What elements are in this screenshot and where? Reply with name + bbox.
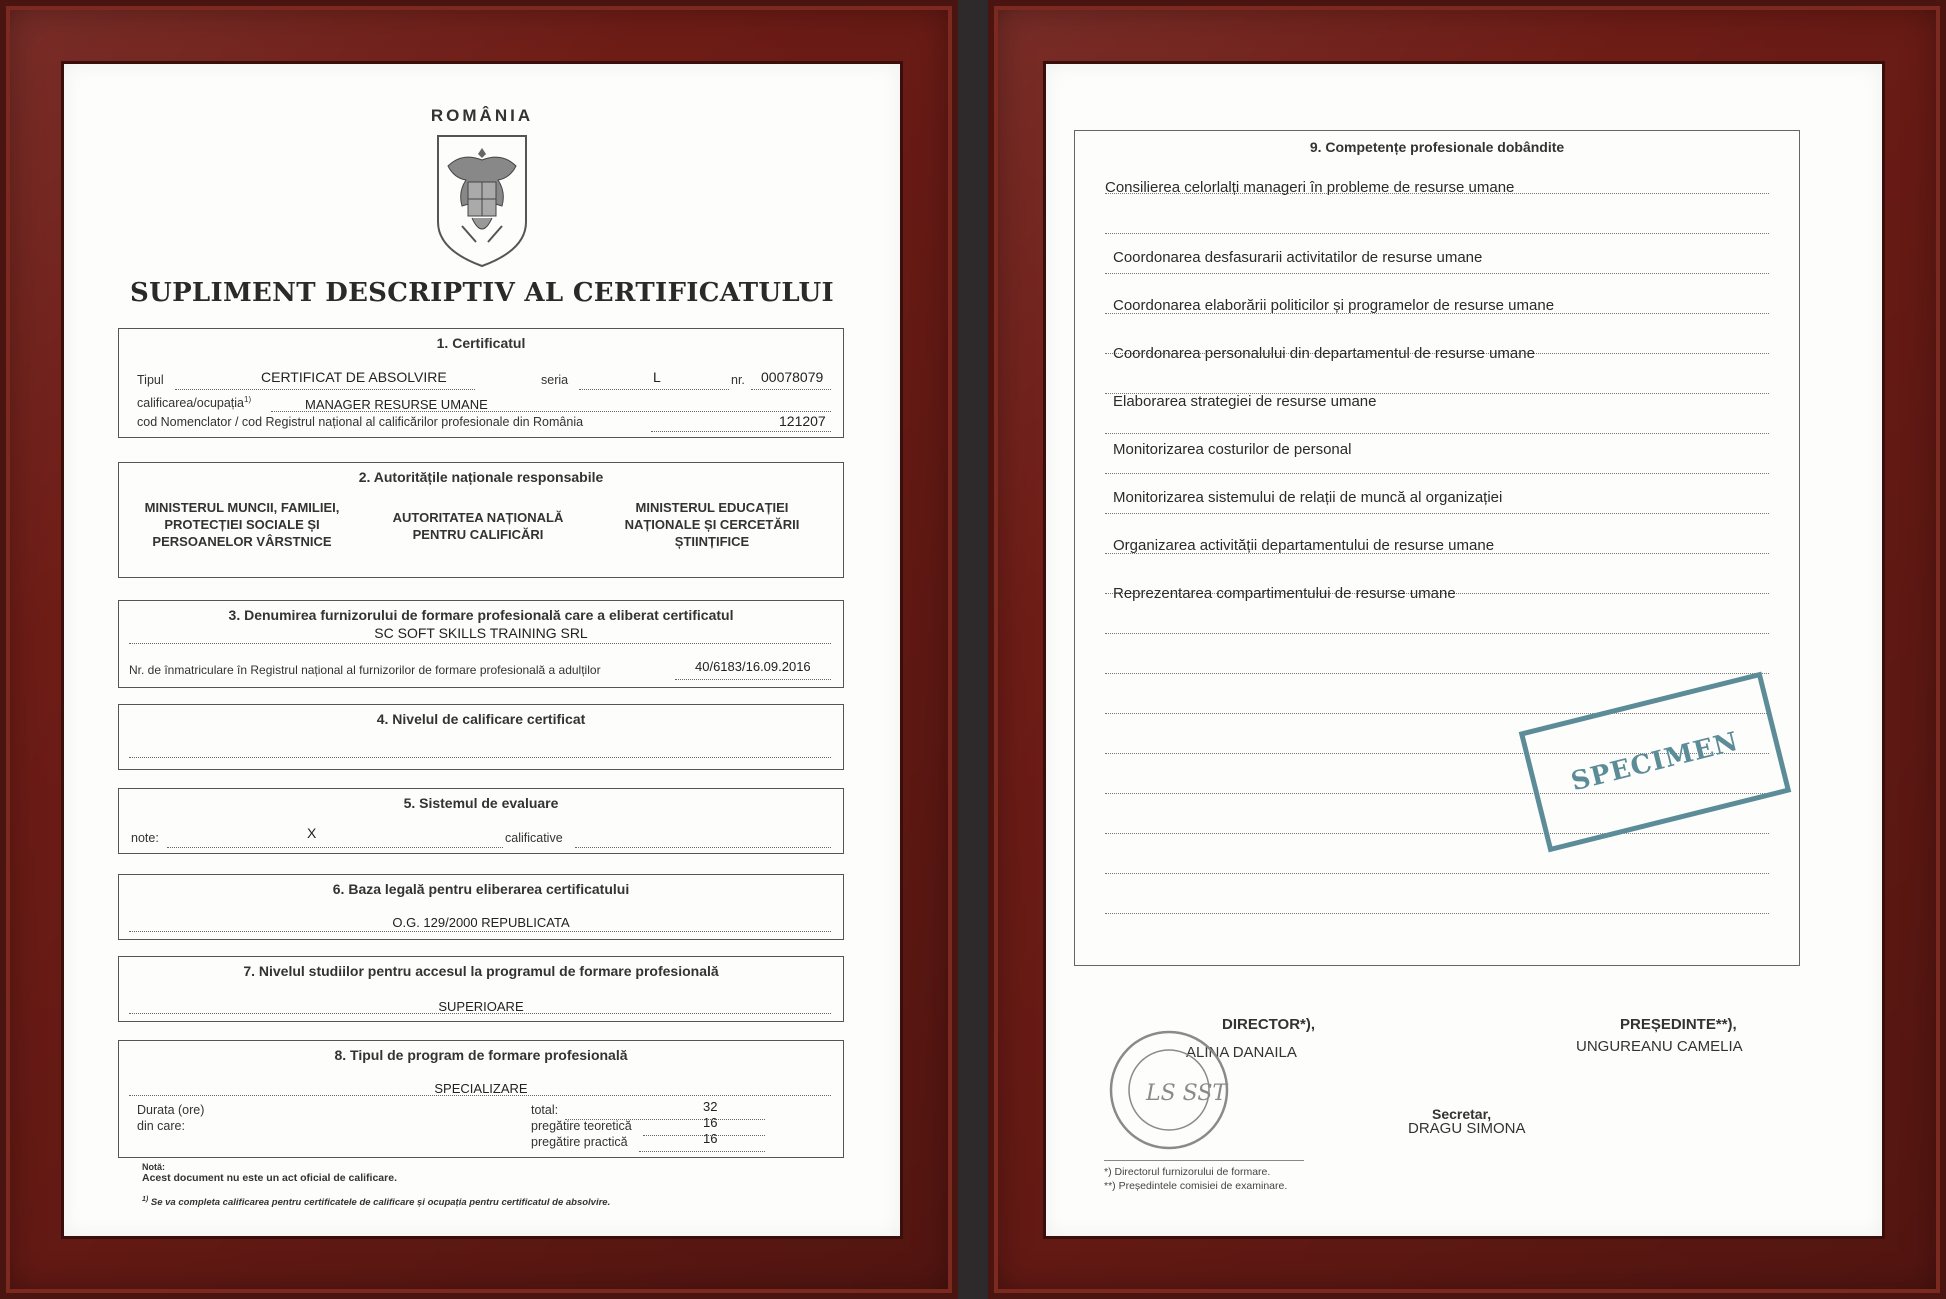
competence-item: Coordonarea elaborării politicilor și programelor de resurse umane [1113, 297, 1555, 314]
competence-item: Reprezentarea compartimentului de resurse umane [1113, 585, 1456, 602]
section-title: 3. Denumirea furnizorului de formare profesională care a eliberat certificatul [228, 607, 734, 623]
calificare-label: calificarea/ocupația$^{1)}$ [137, 395, 252, 411]
studies-level-value: SUPERIOARE [438, 999, 524, 1014]
secretar-name: DRAGU SIMONA [1408, 1120, 1526, 1137]
calificare-value: MANAGER RESURSE UMANE [305, 397, 488, 412]
section-furnizor [118, 600, 844, 688]
coat-of-arms-icon [432, 130, 532, 270]
seal-text: LS SST [1146, 1081, 1228, 1106]
authority-anc: AUTORITATEA NAȚIONALĂ PENTRU CALIFICĂRI [392, 510, 564, 542]
dotted-line [129, 757, 831, 758]
specimen-stamp: SPECIMEN [1519, 672, 1792, 853]
section-title: 1. Certificatul [436, 335, 526, 351]
provider-seal-icon [1106, 1028, 1232, 1152]
dotted-line [1105, 633, 1769, 634]
teoretica-value: 16 [703, 1115, 718, 1130]
presedinte-name: UNGUREANU CAMELIA [1576, 1038, 1743, 1055]
competence-item: Coordonarea desfasurarii activitatilor de resurse umane [1113, 249, 1483, 266]
legal-basis-value: O.G. 129/2000 REPUBLICATA [392, 915, 570, 930]
dotted-line [1105, 873, 1769, 874]
nr-label: nr. [731, 373, 745, 387]
registration-label: Nr. de înmatriculare în Registrul național al furnizorilor de formare profesională a adulților [129, 663, 601, 677]
section-autoritati [118, 462, 844, 578]
dotted-line [1105, 513, 1769, 514]
seria-value: L [653, 369, 661, 385]
cod-label: cod Nomenclator / cod Registrul național al calificărilor profesionale din România [137, 415, 584, 429]
section-title: 5. Sistemul de evaluare [403, 795, 559, 811]
competence-item: Monitorizarea sistemului de relații de muncă al organizației [1113, 489, 1503, 506]
section-certificat [118, 328, 844, 438]
competence-item: Consilierea celorlalți manageri în probleme de resurse umane [1105, 179, 1515, 196]
dotted-line [751, 389, 831, 390]
provider-name: SC SOFT SKILLS TRAINING SRL [374, 625, 588, 641]
frame-right [988, 0, 1946, 1299]
section-title: 9. Competențe profesionale dobândite [1309, 139, 1565, 155]
section-title: 7. Nivelul studiilor pentru accesul la programul de formare profesională [243, 963, 719, 979]
durata-label: Durata (ore) [137, 1103, 205, 1117]
competence-item: Coordonarea personalului din departamentul de resurse umane [1113, 345, 1535, 362]
note-heading: Notă: [142, 1162, 165, 1172]
dotted-line [675, 679, 831, 680]
authority-ministry-education: MINISTERUL EDUCAȚIEI NAȚIONALE ȘI CERCETĂRII ȘTIINȚIFICE [624, 500, 800, 549]
registration-value: 40/6183/16.09.2016 [695, 659, 811, 674]
dotted-line [175, 389, 475, 390]
dotted-line [651, 431, 831, 432]
note-value: X [307, 825, 317, 841]
section-title: 6. Baza legală pentru eliberarea certificatului [332, 881, 630, 897]
section-title: 2. Autoritățile naționale responsabile [358, 469, 604, 485]
section-sistem-evaluare [118, 788, 844, 854]
cod-value: 121207 [779, 413, 826, 429]
frame-left [0, 0, 958, 1299]
seria-label: seria [541, 373, 569, 387]
dotted-line [1105, 913, 1769, 914]
note-label: note: [131, 831, 159, 845]
section-nivel-calificare [118, 704, 844, 770]
section-title: 8. Tipul de program de formare profesională [334, 1047, 628, 1063]
dotted-line [1105, 233, 1769, 234]
section-title: 4. Nivelul de calificare certificat [376, 711, 586, 727]
dotted-line [639, 1151, 765, 1152]
dotted-line [129, 931, 831, 932]
director-name: ALINA DANAILA [1186, 1044, 1297, 1061]
secretar-role: Secretar, [1432, 1106, 1492, 1122]
dotted-line [579, 389, 729, 390]
note-line2: $^{1)}$ Se va completa calificarea pentru certificatele de calificare și ocupația pentru certificatul de absolvire. [142, 1196, 611, 1209]
country-name: ROMÂNIA [430, 106, 534, 125]
dotted-line [1105, 673, 1769, 674]
note-line1: Acest document nu este un act oficial de calificare. [142, 1172, 397, 1184]
practica-value: 16 [703, 1131, 718, 1146]
tip-value: CERTIFICAT DE ABSOLVIRE [261, 369, 447, 385]
din-care-label: din care: [137, 1119, 185, 1133]
practica-label: pregătire practică [531, 1135, 628, 1149]
section-nivel-studii [118, 956, 844, 1022]
section-competente [1074, 130, 1800, 966]
dotted-line [1105, 273, 1769, 274]
teoretica-label: pregătire teoretică [531, 1119, 632, 1133]
footnote-director: *) Directorul furnizorului de formare. [1104, 1166, 1271, 1178]
tip-label: Tipul [137, 373, 164, 387]
dotted-line [1105, 833, 1769, 834]
dotted-line [1105, 433, 1769, 434]
calificative-label: calificative [505, 831, 563, 845]
dotted-line [129, 643, 831, 644]
total-value: 32 [703, 1099, 718, 1114]
program-type-value: SPECIALIZARE [434, 1081, 528, 1096]
section-tip-program [118, 1040, 844, 1158]
footnote-divider [1104, 1160, 1304, 1161]
competences-page [1046, 64, 1882, 1236]
dotted-line [1105, 473, 1769, 474]
dotted-line [167, 847, 503, 848]
total-label: total: [531, 1103, 559, 1117]
certificate-supplement-page [64, 64, 900, 1236]
document-title: SUPLIMENT DESCRIPTIV AL CERTIFICATULUI [130, 278, 834, 308]
presedinte-role: PREȘEDINTE**), [1620, 1016, 1737, 1033]
competence-item: Monitorizarea costurilor de personal [1113, 441, 1352, 458]
competence-item: Elaborarea strategiei de resurse umane [1113, 393, 1377, 410]
section-baza-legala [118, 874, 844, 940]
competence-item: Organizarea activității departamentului de resurse umane [1113, 537, 1495, 554]
authority-ministry-labour: MINISTERUL MUNCII, FAMILIEI, PROTECȚIEI SOCIALE ȘI PERSOANELOR VÂRSTNICE [144, 500, 340, 549]
director-role: DIRECTOR*), [1222, 1016, 1316, 1033]
nr-value: 00078079 [761, 369, 824, 385]
footnote-presedinte: **) Președintele comisiei de examinare. [1104, 1180, 1288, 1192]
dotted-line [575, 847, 831, 848]
